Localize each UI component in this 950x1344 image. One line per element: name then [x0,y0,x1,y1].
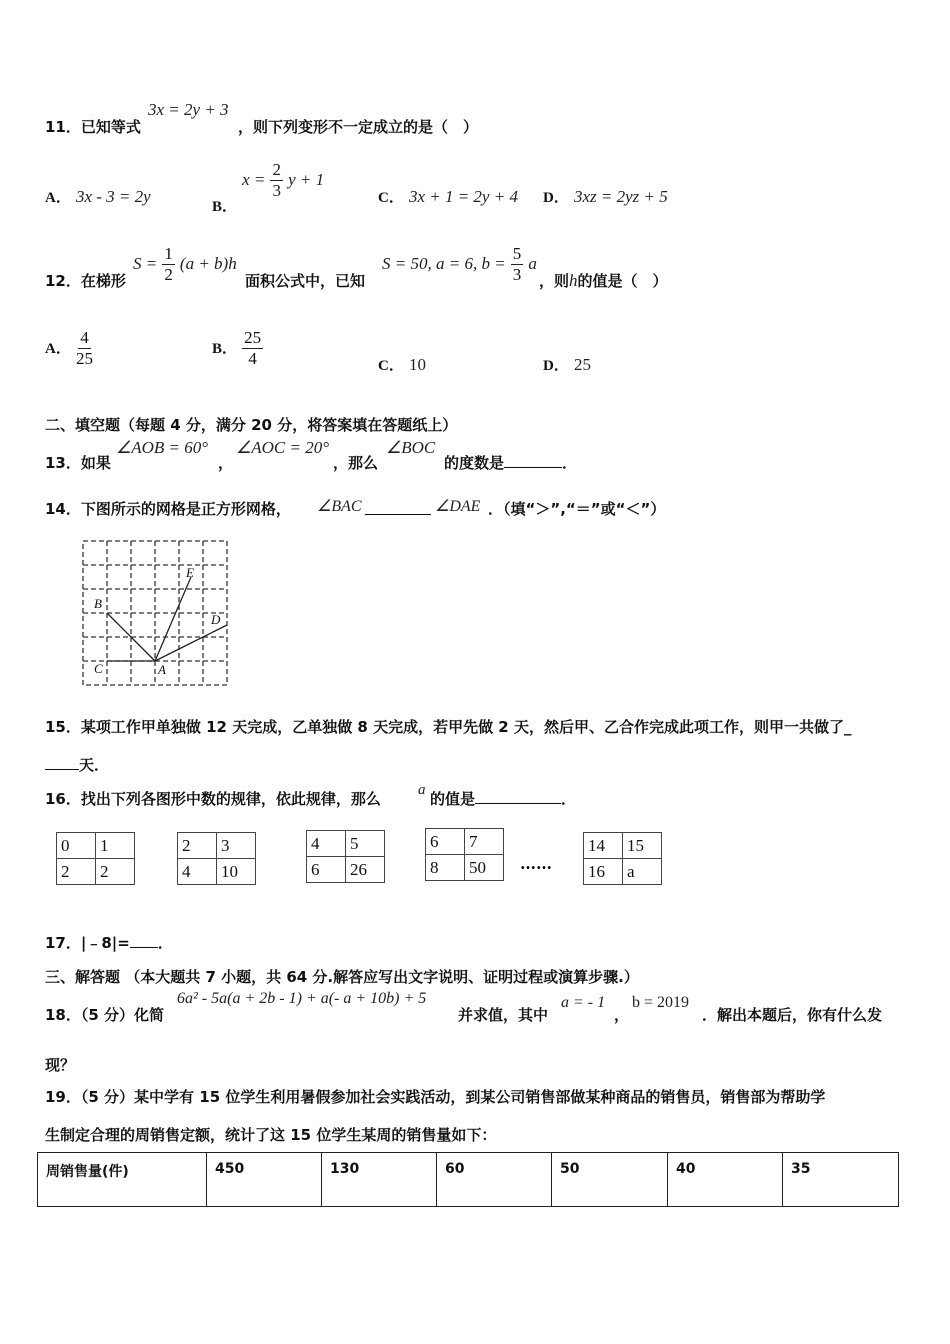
q13-tail: 的度数是 ． [444,454,578,472]
q16-stem: 16．找出下列各图形中数的规律，依此规律，那么 [45,790,381,808]
label-d: D [211,612,221,627]
q14-answer-blank[interactable] [365,500,431,515]
table-cell: 60 [437,1153,552,1207]
table-cell: 130 [322,1153,437,1207]
q11-option-b: B． x = $\frac{2}{3}$ y + 1 [212,160,325,215]
q16-tail: 的值是 ． [430,790,577,808]
q14-angle-bac: ∠BAC [317,498,362,515]
q12-option-d: D． 25 [543,355,591,374]
q18-value-a: a = - 1 [561,994,606,1011]
q18-expression: 6a² - 5a(a + 2b - 1) + a(- a + 10b) + 5 [177,990,427,1007]
q18-mid: 并求值，其中 [458,1006,549,1024]
label-c: C [94,661,103,676]
q16-answer-blank[interactable] [475,789,561,804]
q12-mid: 面积公式中，已知 [245,272,366,290]
table-row [38,1153,899,1207]
section-3-heading: 三、解答题 （本大题共 7 小题，共 64 分.解答应写出文字说明、证明过程或演算步骤.） [45,968,639,986]
q12-area-formula: S = $\frac{1}{2}$ (a + b)h [133,244,237,284]
q11-option-c: C． 3x + 1 = 2y + 4 [378,187,518,206]
q12-option-c: C． 10 [378,355,426,374]
q14-angle-dae: ∠DAE [435,498,481,515]
q13-angle-aob: ∠AOB = 60° [116,438,209,457]
q11-stem [45,116,141,137]
q13-stem: 13．如果 [45,454,111,472]
table-cell: 35 [783,1153,899,1207]
q18-line2: 现？ [45,1056,76,1074]
q19-line2: 生制定合理的周销售定额，统计了这 15 位学生某周的销售量如下： [45,1126,497,1144]
q13-answer-blank[interactable] [504,453,562,468]
q14-grid-figure [80,538,230,686]
q11-option-d: D． 3xz = 2yz + 5 [543,187,668,206]
q18-separator: ， [614,1006,630,1024]
q19-line1: 19．（5 分）某中学有 15 位学生利用暑假参加社会实践活动，到某公司销售部做某种商品的销售员，销售部为帮助学 [45,1088,826,1106]
q18-value-b: b = 2019 [632,994,690,1011]
table-cell: 450 [207,1153,322,1207]
q14-tail: ．（填“＞”,“＝”或“＜”） [488,500,666,518]
q16-grid-3: 4 5 6 26 [306,830,385,883]
q11-tail: ，则下列变形不一定成立的是（ ） [238,118,479,136]
q14-grid-lines [83,541,227,685]
q11-b-fraction: $\frac{2}{3}$ [272,160,281,200]
q12-given: S = 50, a = 6, b = $\frac{5}{3}$ a [382,244,537,284]
q11-lead: 已知等式 [80,118,141,136]
label-b: B [94,596,102,611]
table-cell: 50 [552,1153,668,1207]
label-e: E [186,565,194,580]
q16-grid-2: 2 3 4 10 [177,832,256,885]
table-header-cell: 周销售量(件) [38,1153,207,1207]
q16-grid-1: 0 1 2 2 [56,832,135,885]
q17-stem: 17．|﹣8|= ． [45,934,173,952]
q12-option-b: B． $\frac{25}{4}$ [212,328,262,368]
q13-angle-boc: ∠BOC [386,438,436,457]
q16-ellipsis: …… [520,854,552,873]
q15-answer-blank[interactable] [45,755,79,770]
q11-option-a: A． 3x - 3 = 2y [45,187,151,206]
q16-grid-5: 14 15 16 a [583,832,662,885]
q13-mid: ，那么 [333,454,379,472]
q18-tail: ．解出本题后，你有什么发 [702,1006,883,1024]
q18-stem: 18．（5 分）化简 [45,1006,165,1024]
q19-sales-table [37,1152,899,1207]
q15-stem: 15．某项工作甲单独做 12 天完成，乙单独做 8 天完成，若甲先做 2 天，然后甲、乙合作完成此项工作，则甲一共做了_ [45,718,852,736]
segment-ad [155,625,227,661]
q11-number: 11． [45,118,81,136]
q15-line2: 天． [45,754,109,775]
q17-answer-blank[interactable] [130,933,158,948]
q14-stem: 14．下图所示的网格是正方形网格， [45,500,291,518]
table-cell: 40 [668,1153,783,1207]
q11-equation: 3x = 2y + 3 [148,100,229,119]
q13-angle-aoc: ∠AOC = 20° [236,438,330,457]
q12-option-a: A． $\frac{4}{25}$ [45,328,93,368]
label-a: A [158,662,166,677]
q16-grid-4: 6 7 8 50 [425,828,504,881]
q13-separator: ， [218,454,234,472]
q12-stem: 12．在梯形 [45,272,126,290]
q12-tail: ，则h的值是（ ） [539,271,668,290]
q16-variable: a [418,782,426,798]
section-2-heading: 二、填空题（每题 4 分，满分 20 分，将答案填在答题纸上） [45,416,458,434]
